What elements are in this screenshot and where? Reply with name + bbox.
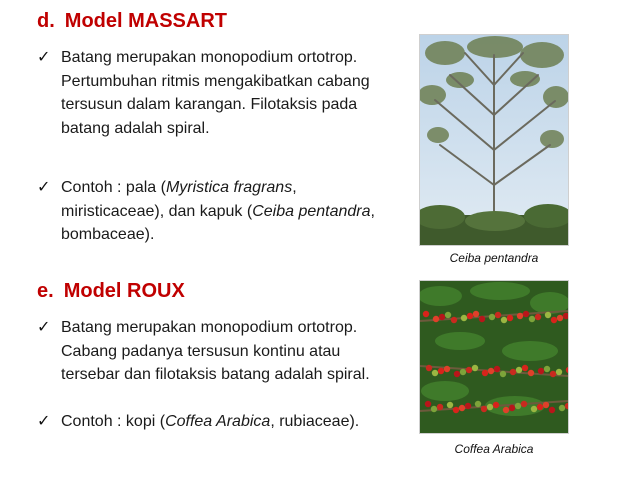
heading-letter: e. <box>37 280 54 302</box>
bullet-text: Batang merupakan monopodium ortotrop. Cabang padanya tersusun kontinu atau tersebar dan filotaksis batang adalah spiral. <box>61 319 370 383</box>
caption-ceiba-pentandra: Ceiba pentandra <box>449 251 539 265</box>
heading-title: Model ROUX <box>63 280 185 302</box>
species-name: Coffea Arabica <box>165 413 271 430</box>
example-suffix: , bombaceae). <box>61 202 375 243</box>
massart-bullet-description <box>37 46 382 140</box>
bullet-text <box>37 176 382 247</box>
species-name: Ceiba pentandra <box>252 202 371 220</box>
roux-bullet-description <box>37 316 382 387</box>
example-middle: , miristicaceae), dan kapuk ( <box>61 179 297 220</box>
checkmark-icon: ✓ <box>37 49 51 66</box>
example-prefix: Contoh : kopi ( <box>61 413 166 430</box>
coffea-arabica-photo <box>419 280 569 434</box>
checkmark-icon: ✓ <box>37 319 51 336</box>
heading-letter: d. <box>37 10 55 32</box>
roux-bullet-example <box>37 410 382 434</box>
caption-coffea-arabica: Coffea Arabica <box>454 442 534 456</box>
bullet-text <box>37 410 382 434</box>
bullet-text: Batang merupakan monopodium ortotrop. Pertumbuhan ritmis mengakibatkan cabang tersusun dalam karangan. Filotaksis pada batang adalah spiral. <box>61 49 370 137</box>
massart-bullet-example <box>37 176 382 247</box>
heading-model-roux <box>37 280 185 303</box>
ceiba-pentandra-photo <box>419 34 569 246</box>
example-prefix: Contoh : pala ( <box>61 179 166 196</box>
species-name: Myristica fragrans <box>165 179 293 196</box>
checkmark-icon: ✓ <box>37 413 51 430</box>
heading-title: Model MASSART <box>64 10 227 32</box>
heading-model-massart <box>37 10 227 33</box>
example-suffix: , rubiaceae). <box>270 413 360 430</box>
checkmark-icon: ✓ <box>37 179 51 196</box>
